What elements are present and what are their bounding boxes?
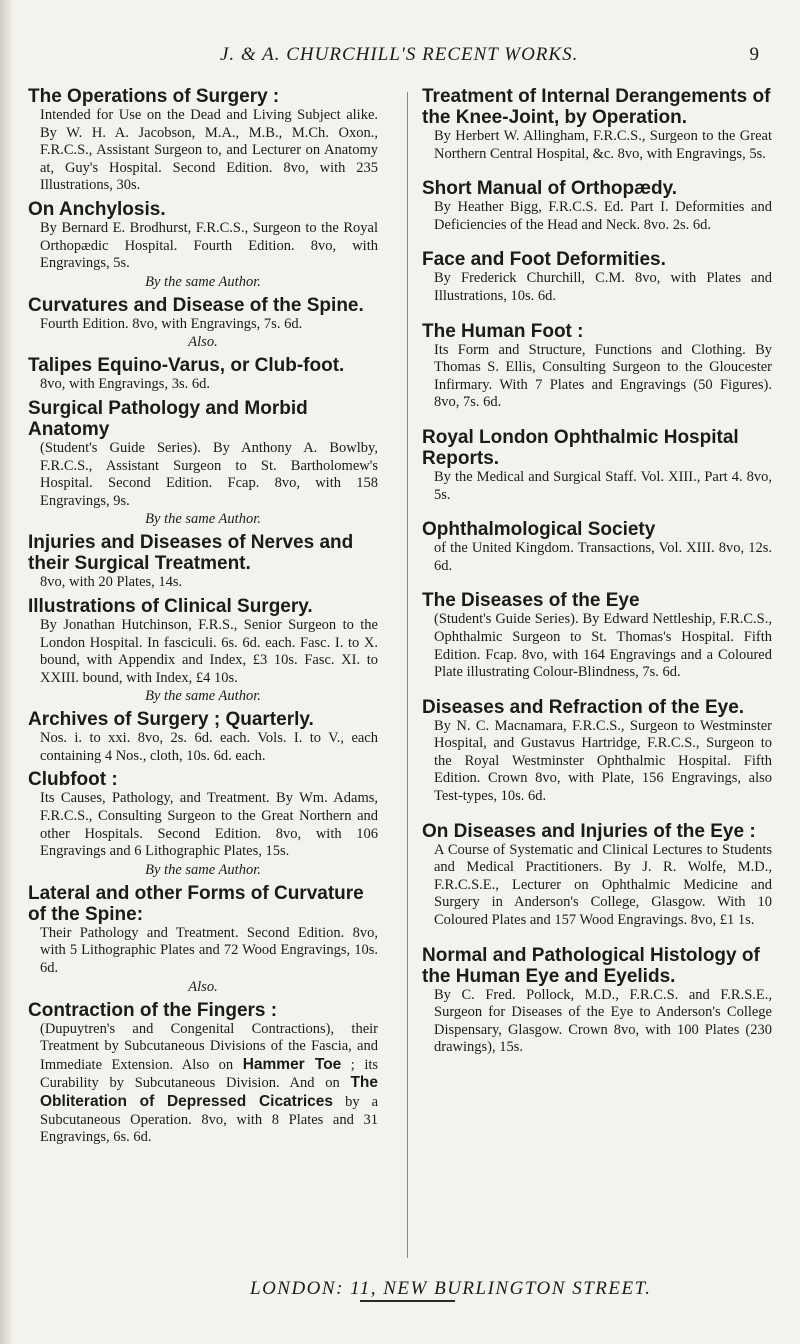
book-entry <box>28 295 378 352</box>
book-entry <box>422 178 772 234</box>
author-note: By the same Author. <box>145 861 261 878</box>
book-title: On Anchylosis. <box>28 198 166 220</box>
book-title: Talipes Equino-Varus, or Club-foot. <box>28 355 345 377</box>
book-description: 8vo, with 20 Plates, 14s. <box>40 574 183 591</box>
book-entry <box>422 945 772 1057</box>
book-entry <box>422 249 772 305</box>
description-part: (Dupuytren's and Congenital Contractions), their Treatment by Subcutaneous Divisions of the Fascia, and Immediate Extension. Also on <box>40 1020 378 1073</box>
book-title: The Human Foot : <box>422 320 584 342</box>
book-entry <box>422 86 772 163</box>
book-title: Lateral and other Forms of Curvature of the Spine: <box>28 882 364 925</box>
book-description: Nos. i. to xxi. 8vo, 2s. 6d. each. Vols. I. to V., each containing 4 Nos., cloth, 10s. 6d. each. <box>40 730 378 764</box>
book-entry <box>422 427 772 504</box>
book-title: Face and Foot Deformities. <box>422 249 666 271</box>
inline-book-title: The Obliteration of Depressed Cicatrices <box>40 1074 379 1110</box>
book-description: A Course of Systematic and Clinical Lectures to Students and Medical Practitioners. By J. R. Wolfe, M.D., F.R.C.S.E., Lecturer on Ophthalmic Medicine and Surgery in Anderson's College, Glasgow. With 10 Coloured Plates and 157 Wood Engravings. 8vo, £1 1s. <box>434 841 772 929</box>
book-title: Diseases and Refraction of the Eye. <box>422 696 745 718</box>
author-note: Also. <box>188 334 218 351</box>
book-title: On Diseases and Injuries of the Eye : <box>422 820 756 842</box>
description-part: ; its Curability by Subcutaneous Division. And on <box>40 1056 379 1092</box>
publisher-imprint: LONDON: 11, NEW BURLINGTON STREET. <box>250 1278 652 1299</box>
book-title: Curvatures and Disease of the Spine. <box>28 294 364 316</box>
author-note: By the same Author. <box>145 688 261 705</box>
book-entry <box>422 519 772 575</box>
book-entry <box>28 596 378 705</box>
book-description: Its Causes, Pathology, and Treatment. By Wm. Adams, F.R.C.S., Consulting Surgeon to the Great Northern and other Hospitals. Second Edition. 8vo, with 106 Engravings and 6 Lithographic Plates, 15s. <box>40 790 378 860</box>
author-note: By the same Author. <box>145 511 261 528</box>
book-description: By Herbert W. Allingham, F.R.C.S., Surgeon to the Great Northern Central Hospital, &c. 8vo, with Engravings, 5s. <box>434 128 772 162</box>
book-title: Treatment of Internal Derangements of the Knee-Joint, by Operation. <box>422 86 771 128</box>
book-entry <box>422 321 772 412</box>
book-title: Normal and Pathological Histology of the Human Eye and Eyelids. <box>422 944 760 987</box>
book-entry <box>422 590 772 681</box>
book-entry <box>28 1000 378 1147</box>
book-description <box>40 1021 378 1147</box>
column-divider <box>407 92 408 1258</box>
book-title: Royal London Ophthalmic Hospital Reports. <box>422 426 739 469</box>
book-title: Short Manual of Orthopædy. <box>422 178 678 200</box>
running-head <box>220 44 760 72</box>
book-entry <box>28 355 378 394</box>
book-description: By C. Fred. Pollock, M.D., F.R.C.S. and F.R.S.E., Surgeon for Diseases of the Eye to Anderson's College Dispensary, Glasgow. Crown 8vo, with 100 Plates (230 drawings), 15s. <box>434 986 772 1056</box>
book-title: The Diseases of the Eye <box>422 590 640 612</box>
book-description: By Frederick Churchill, C.M. 8vo, with Plates and Illustrations, 10s. 6d. <box>434 270 772 304</box>
book-description: Intended for Use on the Dead and Living Subject alike. By W. H. A. Jacobson, M.A., M.B., M.Ch. Oxon., F.R.C.S., Assistant Surgeon to, and Lecturer on Anatomy at, Guy's Hospital. Second Edition. 8vo, with 235 Illustrations, 30s. <box>40 107 378 194</box>
book-description: Fourth Edition. 8vo, with Engravings, 7s. 6d. <box>40 315 303 332</box>
book-entry <box>28 199 378 291</box>
inline-book-title: Hammer Toe <box>242 1055 342 1073</box>
author-note: Also. <box>188 978 218 995</box>
book-title: Ophthalmological Society <box>422 519 656 541</box>
book-entry <box>422 821 772 930</box>
book-description: By the Medical and Surgical Staff. Vol. XIII., Part 4. 8vo, 5s. <box>434 468 772 503</box>
book-entry <box>28 86 378 195</box>
page-edge-shadow <box>0 0 14 1344</box>
book-title: Illustrations of Clinical Surgery. <box>28 595 313 617</box>
description-part: by a Subcutaneous Operation. 8vo, with 8 Plates and 31 Engravings, 6s. 6d. <box>40 1094 379 1146</box>
right-column <box>422 86 772 1072</box>
left-column <box>28 86 378 1151</box>
footer-rule <box>360 1300 455 1302</box>
book-title: Injuries and Diseases of Nerves and their Surgical Treatment. <box>28 532 354 575</box>
author-note: By the same Author. <box>145 273 261 290</box>
book-description: 8vo, with Engravings, 3s. 6d. <box>40 376 210 393</box>
book-description: (Student's Guide Series). By Edward Nettleship, F.R.C.S., Ophthalmic Surgeon to St. Thomas's Hospital. Fifth Edition. Fcap. 8vo, with 164 Engravings and a Coloured Plate illustrating Colour-Blindness, 7s. 6d. <box>434 611 772 681</box>
book-description: of the United Kingdom. Transactions, Vol. XIII. 8vo, 12s. 6d. <box>434 540 772 574</box>
book-description: Its Form and Structure, Functions and Clothing. By Thomas S. Ellis, Consulting Surgeon to the Gloucester Infirmary. With 7 Plates and Engravings (50 Figures). 8vo, 7s. 6d. <box>434 341 772 411</box>
book-description: By Jonathan Hutchinson, F.R.S., Senior Surgeon to the London Hospital. In fasciculi. 6s. 6d. each. Fasc. I. to X. bound, with Appendix and Index, £3 10s. Fasc. XI. to XXIII. bound, with Index, £4 10s. <box>40 616 378 686</box>
book-entry <box>28 883 378 996</box>
book-title: Archives of Surgery ; Quarterly. <box>28 709 314 731</box>
book-description: (Student's Guide Series). By Anthony A. Bowlby, F.R.C.S., Assistant Surgeon to St. Bartholomew's Hospital. Second Edition. Fcap. 8vo, with 158 Engravings, 9s. <box>40 439 378 509</box>
book-entry <box>28 532 378 592</box>
page-number: 9 <box>749 44 760 65</box>
book-description: Their Pathology and Treatment. Second Edition. 8vo, with 5 Lithographic Plates and 72 Wood Engravings, 10s. 6d. <box>40 924 378 977</box>
running-title: J. & A. CHURCHILL'S RECENT WORKS. <box>220 44 579 65</box>
book-title: The Operations of Surgery : <box>28 86 280 107</box>
book-title: Surgical Pathology and Morbid Anatomy <box>28 397 308 440</box>
book-entry <box>28 398 378 528</box>
book-title: Clubfoot : <box>28 769 118 791</box>
book-entry <box>422 697 772 806</box>
book-title: Contraction of the Fingers : <box>28 999 278 1021</box>
book-description: By Bernard E. Brodhurst, F.R.C.S., Surgeon to the Royal Orthopædic Hospital. Fourth Edition. 8vo, with Engravings, 5s. <box>40 219 378 272</box>
book-description: By Heather Bigg, F.R.C.S. Ed. Part I. Deformities and Deficiencies of the Head and Neck. 8vo. 2s. 6d. <box>434 199 772 233</box>
book-entry <box>28 709 378 765</box>
book-entry <box>28 769 378 878</box>
book-description: By N. C. Macnamara, F.R.C.S., Surgeon to Westminster Hospital, and Gustavus Hartridge, F.R.C.S., Surgeon to the Royal Westminster Ophthalmic Hospital. Fifth Edition. Crown 8vo, with Plate, 156 Engravings, also Test-types, 10s. 6d. <box>434 717 772 805</box>
